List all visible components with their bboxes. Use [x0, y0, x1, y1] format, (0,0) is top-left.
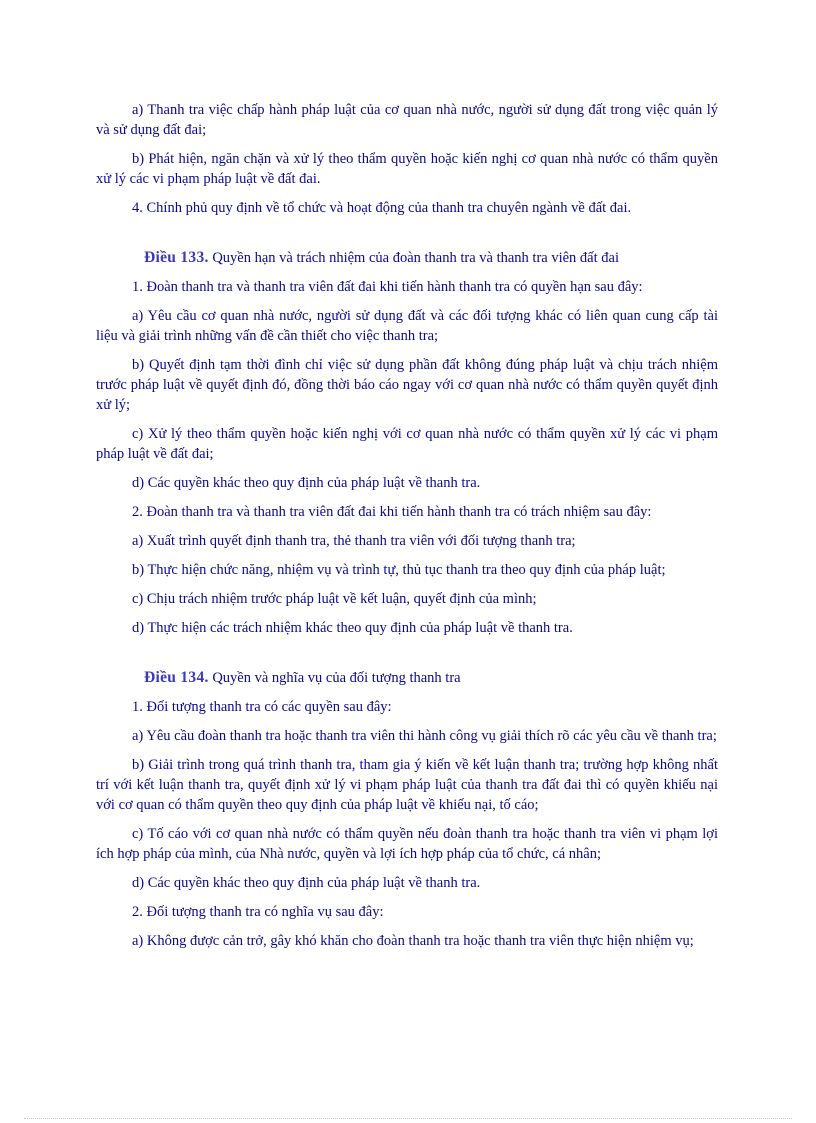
paragraph: a) Yêu cầu đoàn thanh tra hoặc thanh tra viên thi hành công vụ giải thích rõ các yêu cầu về thanh tra; — [132, 728, 717, 744]
paragraph: c) Xử lý theo thẩm quyền hoặc kiến nghị với cơ quan nhà nước có thẩm quyền xử lý các vi phạm pháp luật về đất đai; — [96, 426, 718, 462]
article-heading — [96, 668, 718, 688]
article-heading — [96, 248, 718, 268]
paragraph: d) Các quyền khác theo quy định của pháp luật về thanh tra. — [132, 475, 481, 491]
paragraph: 4. Chính phủ quy định về tổ chức và hoạt động của thanh tra chuyên ngành về đất đai. — [132, 200, 632, 216]
paragraph: a) Xuất trình quyết định thanh tra, thẻ thanh tra viên với đối tượng thanh tra; — [132, 533, 576, 549]
article-number: Điều 134. — [144, 669, 209, 686]
article-number: Điều 133. — [144, 249, 209, 266]
paragraph: a) Yêu cầu cơ quan nhà nước, người sử dụng đất và các đối tượng khác có liên quan cung cấp tài liệu và giải trình những vấn đề cần thiết cho việc thanh tra; — [96, 308, 718, 344]
page-bottom-rule — [24, 1118, 792, 1119]
paragraph: d) Các quyền khác theo quy định của pháp luật về thanh tra. — [132, 875, 481, 891]
paragraph: 2. Đoàn thanh tra và thanh tra viên đất đai khi tiến hành thanh tra có trách nhiệm sau đây: — [132, 504, 652, 520]
paragraph: 1. Đoàn thanh tra và thanh tra viên đất đai khi tiến hành thanh tra có quyền hạn sau đây: — [132, 279, 643, 295]
paragraph: a) Thanh tra việc chấp hành pháp luật của cơ quan nhà nước, người sử dụng đất trong việc quản lý và sử dụng đất đai; — [96, 102, 718, 138]
paragraph: b) Giải trình trong quá trình thanh tra, tham gia ý kiến về kết luận thanh tra; trường hợp không nhất trí với kết luận thanh tra, quyết định xử lý vi phạm pháp luật của thanh tra đất đai thì có quyền khiếu nại với cơ quan có thẩm quyền theo quy định của pháp luật về khiếu nại, tố cáo; — [96, 757, 718, 813]
paragraph: 2. Đối tượng thanh tra có nghĩa vụ sau đây: — [132, 904, 384, 920]
paragraph: c) Tố cáo với cơ quan nhà nước có thẩm quyền nếu đoàn thanh tra hoặc thanh tra viên vi phạm lợi ích hợp pháp của mình, của Nhà nước, quyền và lợi ích hợp pháp của tổ chức, cá nhân; — [96, 826, 718, 862]
article-title: Quyền và nghĩa vụ của đối tượng thanh tra — [212, 670, 461, 686]
article-title: Quyền hạn và trách nhiệm của đoàn thanh tra và thanh tra viên đất đai — [212, 250, 619, 266]
paragraph: 1. Đối tượng thanh tra có các quyền sau đây: — [132, 699, 392, 715]
paragraph: b) Phát hiện, ngăn chặn và xử lý theo thẩm quyền hoặc kiến nghị cơ quan nhà nước có thẩm quyền xử lý các vi phạm pháp luật về đất đai. — [96, 151, 718, 187]
paragraph: a) Không được cản trở, gây khó khăn cho đoàn thanh tra hoặc thanh tra viên thực hiện nhiệm vụ; — [132, 933, 694, 949]
paragraph: b) Quyết định tạm thời đình chỉ việc sử dụng phần đất không đúng pháp luật và chịu trách nhiệm trước pháp luật về quyết định đó, đồng thời báo cáo ngay với cơ quan nhà nước có thẩm quyền quyết định xử lý; — [96, 357, 718, 413]
paragraph: b) Thực hiện chức năng, nhiệm vụ và trình tự, thủ tục thanh tra theo quy định của pháp luật; — [132, 562, 666, 578]
paragraph: d) Thực hiện các trách nhiệm khác theo quy định của pháp luật về thanh tra. — [132, 620, 573, 636]
document-page — [96, 100, 718, 960]
paragraph: c) Chịu trách nhiệm trước pháp luật về kết luận, quyết định của mình; — [132, 591, 537, 607]
